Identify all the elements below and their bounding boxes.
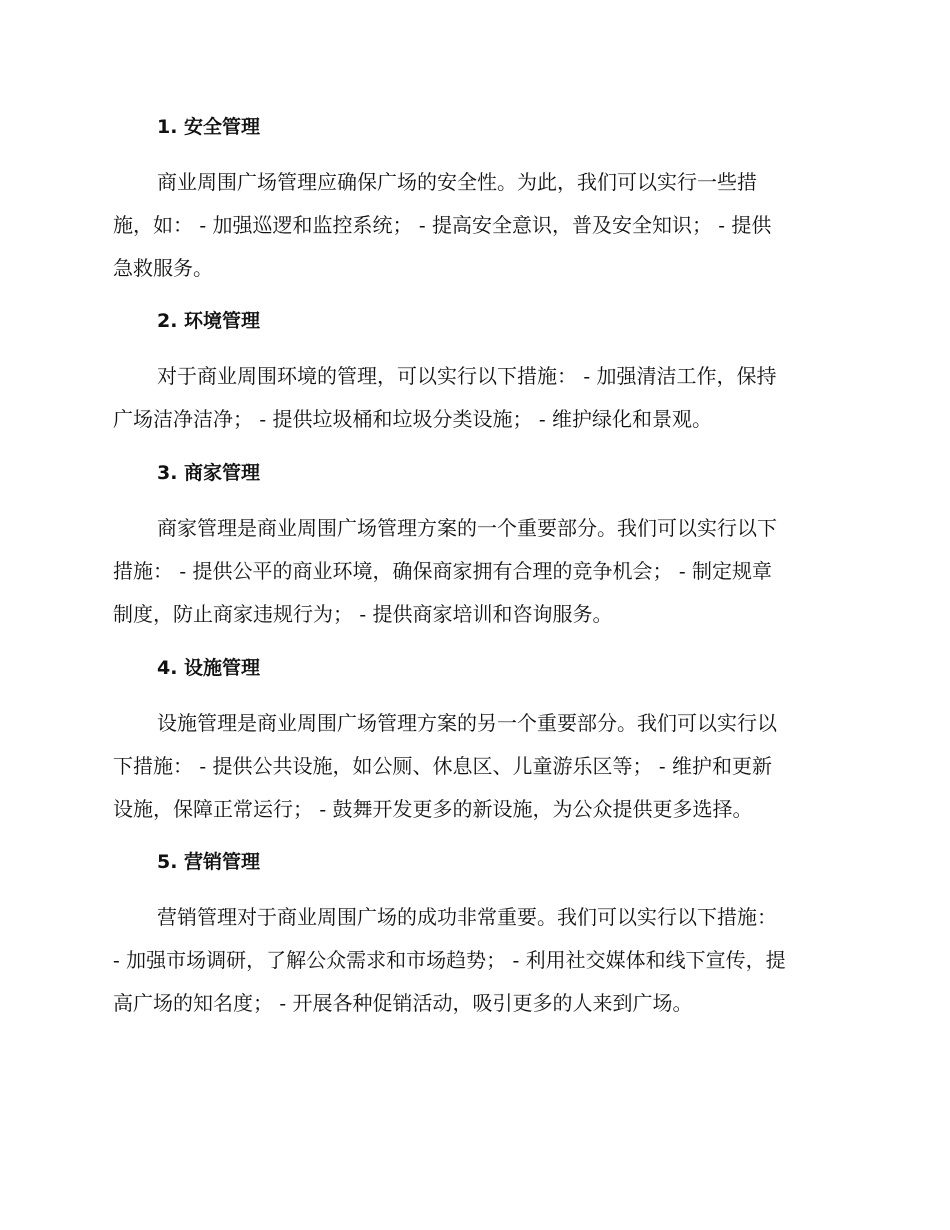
section-heading-merchants: 3. 商家管理 [157, 462, 261, 484]
section-heading-facilities: 4. 设施管理 [157, 657, 261, 679]
section-heading-environment: 2. 环境管理 [157, 310, 261, 332]
section-facilities-line-2: 下措施： - 提供公共设施，如公厕、休息区、儿童游乐区等； - 维护和更新 [113, 754, 772, 778]
section-merchants-line-3: 制度，防止商家违规行为； - 提供商家培训和咨询服务。 [113, 602, 613, 626]
section-safety-line-1: 商业周围广场管理应确保广场的安全性。为此，我们可以实行一些措 [157, 170, 757, 194]
section-environment-line-1: 对于商业周围环境的管理，可以实行以下措施： - 加强清洁工作，保持 [157, 364, 777, 388]
section-marketing-line-1: 营销管理对于商业周围广场的成功非常重要。我们可以实行以下措施： [157, 905, 777, 929]
section-merchants-line-1: 商家管理是商业周围广场管理方案的一个重要部分。我们可以实行以下 [157, 516, 777, 540]
section-heading-safety: 1. 安全管理 [157, 116, 261, 138]
section-marketing-line-2: - 加强市场调研，了解公众需求和市场趋势； - 利用社交媒体和线下宣传，提 [113, 948, 786, 972]
section-merchants-line-2: 措施： - 提供公平的商业环境，确保商家拥有合理的竞争机会； - 制定规章 [113, 559, 772, 583]
section-environment-line-2: 广场洁净洁净； - 提供垃圾桶和垃圾分类设施； - 维护绿化和景观。 [113, 407, 712, 431]
section-heading-marketing: 5. 营销管理 [157, 851, 261, 873]
section-marketing-line-3: 高广场的知名度； - 开展各种促销活动，吸引更多的人来到广场。 [113, 991, 693, 1015]
section-facilities-line-1: 设施管理是商业周围广场管理方案的另一个重要部分。我们可以实行以 [157, 711, 777, 735]
section-safety-line-3: 急救服务。 [113, 256, 213, 280]
section-facilities-line-3: 设施，保障正常运行； - 鼓舞开发更多的新设施，为公众提供更多选择。 [113, 797, 753, 821]
section-safety-line-2: 施，如： - 加强巡逻和监控系统； - 提高安全意识，普及安全知识； - 提供 [113, 213, 772, 237]
